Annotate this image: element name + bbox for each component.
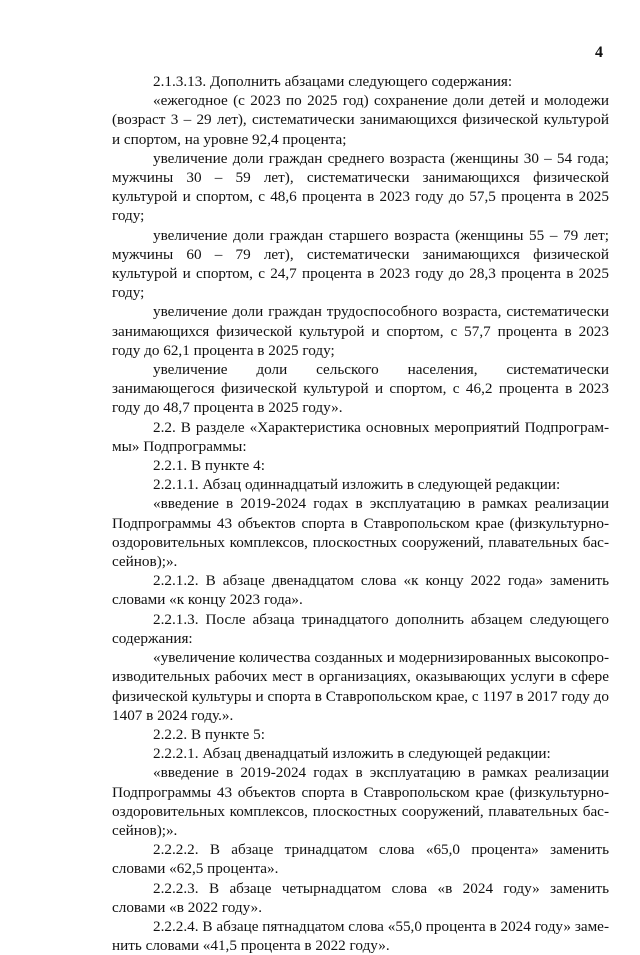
paragraph-2-2-1-3: 2.2.1.3. После абзаца тринадцатого дополнить абзацем следующего содержания: [112,610,609,647]
paragraph-quote-workplaces: «увеличение количества созданных и модернизированных высокопроизводительных рабочих мест в организациях, оказывающих услуги в сфере физической культуры и спорта в Ставропольском крае, с 1197 в 2017 году до 1407 в 2024 году.». [112,649,609,724]
paragraph-quote-sports-objects-1: «введение в 2019-2024 годах в эксплуатацию в рамках реализации Подпрограммы 43 объектов спорта в Ставропольском крае (физкультурно-оздоровительных комплексов, плоскостных сооружений, плавательных бассейнов);». [112,495,609,571]
paragraph-2-2-1: 2.2.1. В пункте 4: [153,457,265,475]
paragraph-working-age: увеличение доли граждан трудоспособного возраста, систематически занимающихся физической культурой и спортом, с 57,7 процента в 2023 году до 62,1 процента в 2025 году; [112,303,609,359]
paragraph-2-2-1-2: 2.2.1.2. В абзаце двенадцатом слова «к концу 2022 года» заменить словами «к концу 2023 года». [112,572,609,609]
page-number: 4 [595,44,603,61]
paragraph-rural: увеличение доли сельского населения, систематически занимающегося физической культурой и спортом, с 46,2 процента в 2023 году до 48,7 процента в 2025 году». [112,361,609,417]
paragraph-children-youth: «ежегодное (с 2023 по 2025 год) сохранение доли детей и молодежи (возраст 3 – 29 лет), систематически занимающихся физической культурой и спортом, на уровне 92,4 процента; [112,92,609,148]
paragraph-2-1-3-13: 2.1.3.13. Дополнить абзацами следующего содержания: [153,73,513,90]
paragraph-2-2-2-4: 2.2.2.4. В абзаце пятнадцатом слова «55,0 процента в 2024 году» заменить словами «41,5 процента в 2022 году». [112,917,609,955]
paragraph-middle-age: увеличение доли граждан среднего возраста (женщины 30 – 54 года; мужчины 30 – 59 лет), систематически занимающихся физической культурой и спортом, с 48,6 процента в 2023 году до 57,5 процента в 2025 году; [112,149,609,225]
paragraph-quote-sports-objects-2: «введение в 2019-2024 годах в эксплуатацию в рамках реализации Подпрограммы 43 объектов спорта в Ставропольском крае (физкультурно-оздоровительных комплексов, плоскостных сооружений, плавательных бассейнов);». [112,764,609,839]
paragraph-2-2: 2.2. В разделе «Характеристика основных мероприятий Подпрограммы» Подпрограммы: [112,418,609,455]
paragraph-2-2-2-3: 2.2.2.3. В абзаце четырнадцатом слова «в 2024 году» заменить словами «в 2022 году». [112,879,609,916]
document-body [112,72,609,955]
paragraph-2-2-1-1: 2.2.1.1. Абзац одиннадцатый изложить в следующей редакции: [153,476,561,494]
paragraph-2-2-2-1: 2.2.2.1. Абзац двенадцатый изложить в следующей редакции: [153,745,551,763]
paragraph-2-2-2-2: 2.2.2.2. В абзаце тринадцатом слова «65,0 процента» заменить словами «62,5 процента». [112,841,609,878]
paragraph-older-age: увеличение доли граждан старшего возраста (женщины 55 – 79 лет; мужчины 60 – 79 лет), систематически занимающихся физической культурой и спортом, с 24,7 процента в 2023 году до 28,3 процента в 2025 году; [112,226,609,302]
paragraph-2-2-2: 2.2.2. В пункте 5: [153,725,265,743]
